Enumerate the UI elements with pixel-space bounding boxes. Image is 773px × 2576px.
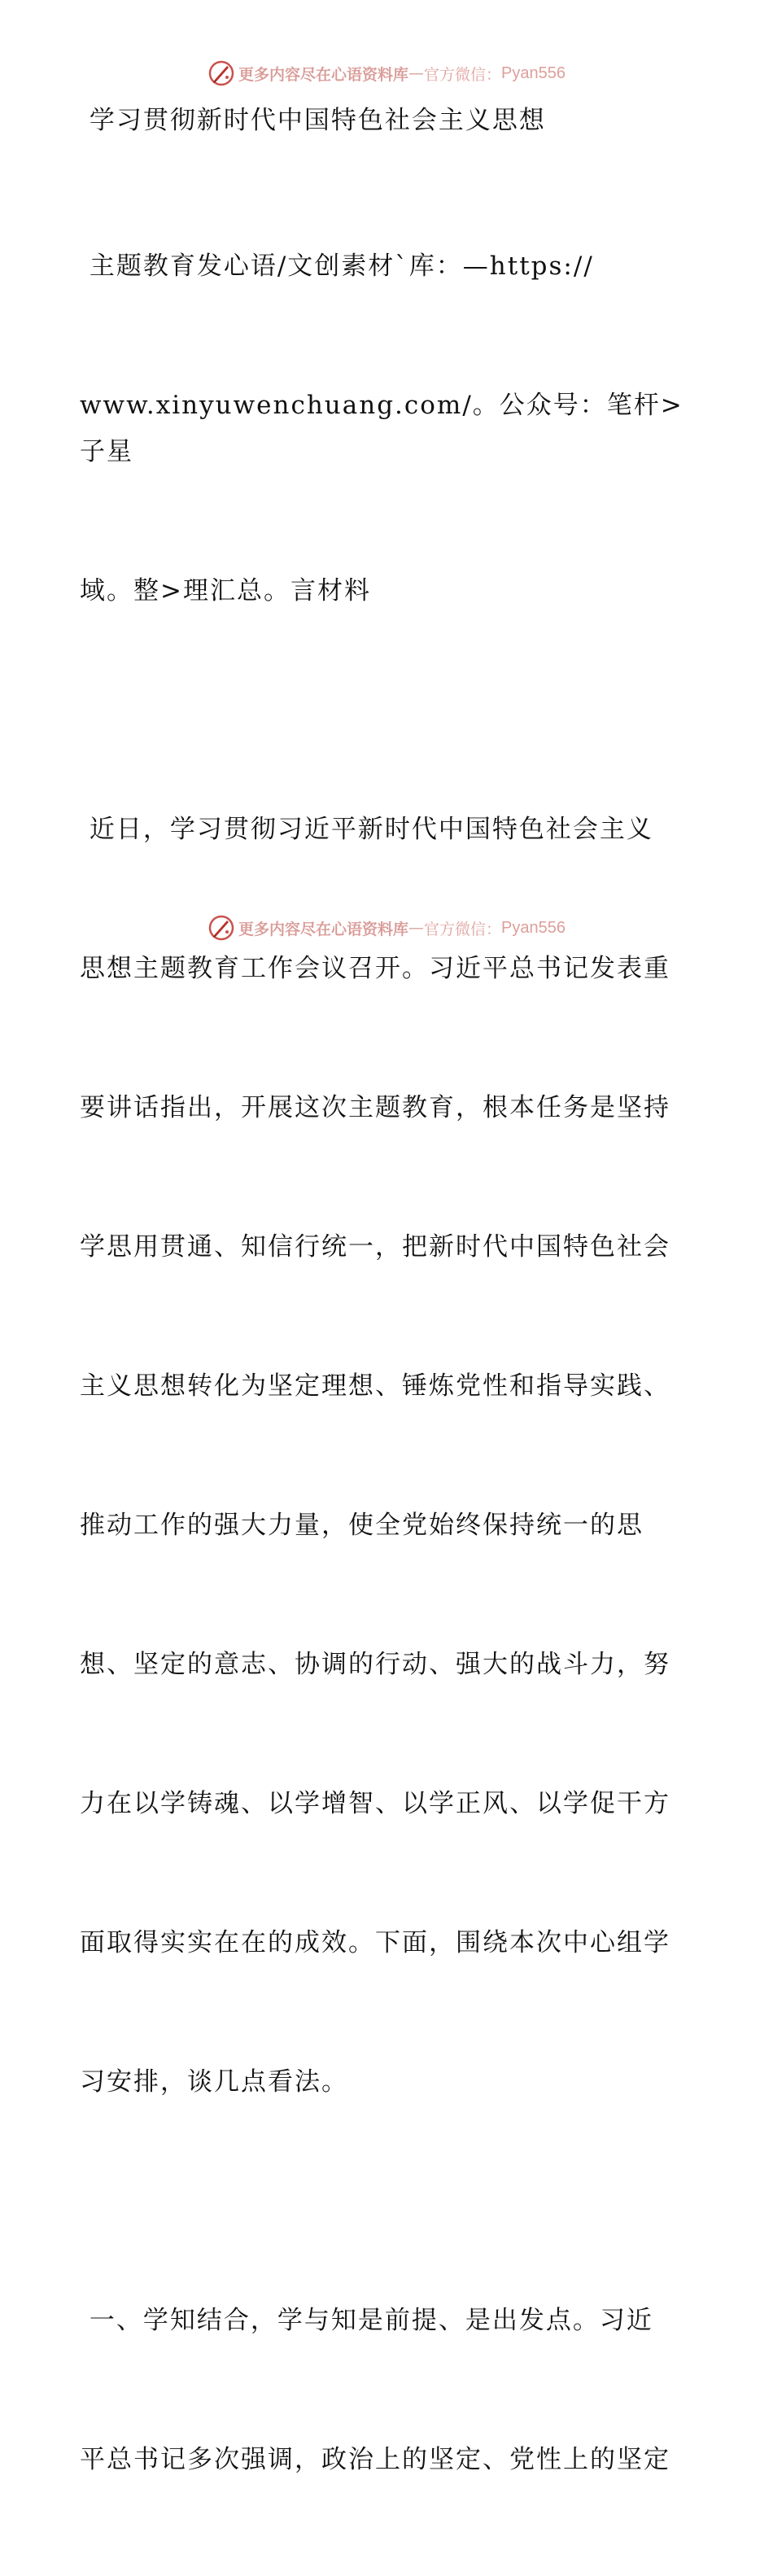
paragraph-line: 推动工作的强大力量，使全党始终保持统一的思 — [80, 1511, 644, 1540]
source-paragraph — [80, 151, 698, 707]
banner-wechat-label: 官方微信： — [424, 920, 502, 938]
paragraph-line: 一、学知结合，学与知是前提、是出发点。习近 — [80, 2306, 653, 2335]
paragraph-line: 主义思想转化为坚定理想、锤炼党性和指导实践、 — [80, 1371, 670, 1401]
banner-wechat-id: Pyan556 — [501, 63, 566, 82]
paragraph-line: 想、坚定的意志、协调的行动、强大的战斗力，努 — [80, 1650, 670, 1679]
banner-separator: — — [408, 919, 425, 937]
paragraph-line: 思想主题教育工作会议召开。习近平总书记发表重 — [80, 954, 670, 983]
paragraph-line: 学思用贯通、知信行统一，把新时代中国特色社会 — [80, 1232, 670, 1262]
source-line: 主题教育发心语/文创素材`库：—https:// — [80, 251, 594, 281]
document-title: 学习贯彻新时代中国特色社会主义思想 — [80, 106, 546, 135]
document-body — [80, 98, 698, 2576]
banner-wechat-label: 官方微信： — [424, 65, 502, 84]
paragraph-line: 近日，学习贯彻习近平新时代中国特色社会主义 — [80, 815, 653, 844]
body-paragraph-2 — [80, 2205, 698, 2576]
paragraph-line: 要讲话指出，开展这次主题教育，根本任务是坚持 — [80, 1093, 670, 1122]
source-line: 域。整>理汇总。言材料 — [80, 576, 371, 606]
banner-brand-text: 更多内容尽在心语资料库 — [238, 65, 409, 84]
paragraph-line: 习安排，谈几点看法。 — [80, 2067, 348, 2097]
banner-wechat-id: Pyan556 — [501, 918, 566, 937]
quill-pen-logo-icon — [207, 59, 235, 87]
source-line: www.xinyuwenchuang.com/。公众号：笔杆>子星 — [80, 391, 683, 466]
banner-separator: — — [408, 64, 425, 82]
paragraph-line: 力在以学铸魂、以学增智、以学正风、以学促干方 — [80, 1789, 670, 1818]
banner-brand-text: 更多内容尽在心语资料库 — [238, 920, 409, 938]
header-watermark-banner — [0, 57, 773, 90]
footer-watermark-banner — [0, 912, 773, 944]
quill-pen-logo-icon — [207, 914, 235, 942]
paragraph-line: 平总书记多次强调，政治上的坚定、党性上的坚定 — [80, 2445, 670, 2474]
paragraph-line: 面取得实实在在的成效。下面，围绕本次中心组学 — [80, 1928, 670, 1957]
